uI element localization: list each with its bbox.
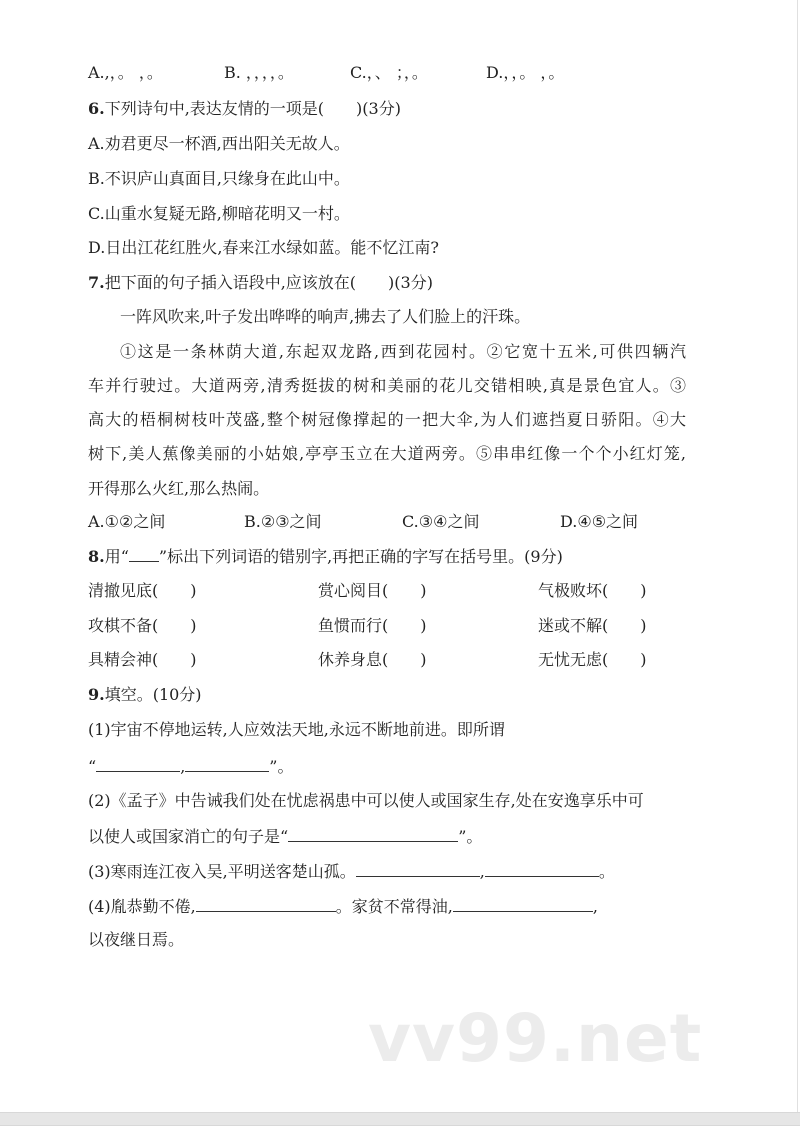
option-d: D.，，。 ，。: [486, 63, 565, 82]
q6-option-a: A.劝君更尽一杯酒,西出阳关无故人。: [88, 134, 350, 153]
question-text: 。家贫不常得油,: [335, 897, 453, 916]
quote-open: 用“: [104, 547, 129, 566]
q9-part2-text: (2)《孟子》中告诫我们处在忧虑祸患中可以使人或国家生存,处在安逸享乐中可: [88, 791, 644, 810]
question-text: 填空。(10分): [104, 685, 202, 704]
q9-part4: [88, 895, 598, 917]
q8-stem: [88, 545, 563, 567]
word-item: 无忧无虑( ): [538, 650, 647, 669]
q7-passage-line: ①这是一条林荫大道,东起双龙路,西到花园村。②它宽十五米,可供四辆汽: [120, 342, 686, 361]
word-item: 鱼惯而行( ): [318, 616, 427, 635]
answer-blank[interactable]: [96, 755, 180, 772]
question-number: 7.: [88, 273, 105, 292]
page-border: [797, 0, 798, 1112]
q8-row: [88, 580, 708, 602]
question-text: (3)寒雨连江夜入吴,平明送客楚山孤。: [88, 862, 356, 881]
question-text: 把下面的句子插入语段中,应该放在( )(3分): [104, 273, 433, 292]
option-b: B.②③之间: [244, 512, 322, 531]
word-item: 迷或不解( ): [538, 616, 647, 635]
q6-option-c: C.山重水复疑无路,柳暗花明又一村。: [88, 204, 350, 223]
q8-row: [88, 615, 708, 637]
word-item: 休养身息( ): [318, 650, 427, 669]
option-a: A.①②之间: [88, 512, 166, 531]
q9-part3: [88, 860, 615, 882]
option-b: B. ，，，，。: [224, 63, 294, 82]
question-text: 以使人或国家消亡的句子是“: [88, 827, 289, 846]
q6-stem: [88, 98, 401, 120]
q5-options: [88, 62, 708, 84]
question-text: ”标出下列词语的错别字,再把正确的字写在括号里。(9分): [158, 547, 563, 566]
q7-passage-line: 树下,美人蕉像美丽的小姑娘,亭亭玉立在大道两旁。⑤串串红像一个个小红灯笼,: [88, 444, 686, 463]
q6-option-b: B.不识庐山真面目,只缘身在此山中。: [88, 169, 350, 188]
q8-row: [88, 649, 708, 671]
q9-part1-blanks: [88, 755, 293, 777]
comma: ,: [479, 862, 485, 881]
q7-passage-line: 高大的梧桐树枝叶茂盛,整个树冠像撑起的一把大伞,为人们遮挡夏日骄阳。④大: [88, 410, 686, 429]
word-item: 赏心阅目( ): [318, 581, 427, 600]
quote-close: ”。: [269, 757, 294, 776]
comma: ,: [180, 757, 186, 776]
q7-stem: [88, 272, 433, 294]
word-item: 具精会神( ): [88, 650, 197, 669]
q9-part2-blank-line: [88, 825, 482, 847]
question-text: (4)胤恭勤不倦,: [88, 897, 196, 916]
watermark: vv99.net: [368, 1000, 703, 1077]
question-number: 9.: [88, 685, 105, 704]
option-a: A.,，。 ，。: [88, 63, 163, 82]
option-d: D.④⑤之间: [560, 512, 639, 531]
q7-passage-line: 车并行驶过。大道两旁,清秀挺拔的树和美丽的花儿交错相映,真是景色宜人。③: [88, 376, 686, 395]
underline-mark: [129, 545, 159, 562]
q9-part4-end: 以夜继日焉。: [88, 930, 185, 949]
word-item: 清撤见底( ): [88, 581, 197, 600]
option-c: C.，、 ；，。: [350, 63, 428, 82]
q7-sentence: 一阵风吹来,叶子发出哗哗的响声,拂去了人们脸上的汗珠。: [120, 307, 531, 326]
q6-option-d: D.日出江花红胜火,春来江水绿如蓝。能不忆江南?: [88, 238, 440, 257]
quote-close: ”。: [458, 827, 483, 846]
answer-blank[interactable]: [185, 755, 269, 772]
answer-blank[interactable]: [356, 860, 480, 877]
q7-passage-line: 开得那么火红,那么热闹。: [88, 479, 270, 498]
answer-blank[interactable]: [196, 895, 336, 912]
word-item: 气极败坏( ): [538, 581, 647, 600]
comma: ,: [592, 897, 598, 916]
question-number: 8.: [88, 547, 105, 566]
answer-blank[interactable]: [288, 825, 458, 842]
answer-blank[interactable]: [485, 860, 599, 877]
q7-options: [88, 511, 708, 533]
answer-blank[interactable]: [453, 895, 593, 912]
option-c: C.③④之间: [402, 512, 480, 531]
word-item: 攻棋不备( ): [88, 616, 197, 635]
q9-part1-text: (1)宇宙不停地运转,人应效法天地,永远不断地前进。即所谓: [88, 720, 505, 739]
page-divider: [0, 1112, 800, 1126]
quote-open: “: [88, 757, 97, 776]
question-text: 下列诗句中,表达友情的一项是( )(3分): [104, 99, 401, 118]
q9-stem: [88, 684, 202, 706]
period: 。: [598, 862, 615, 881]
question-number: 6.: [88, 99, 105, 118]
